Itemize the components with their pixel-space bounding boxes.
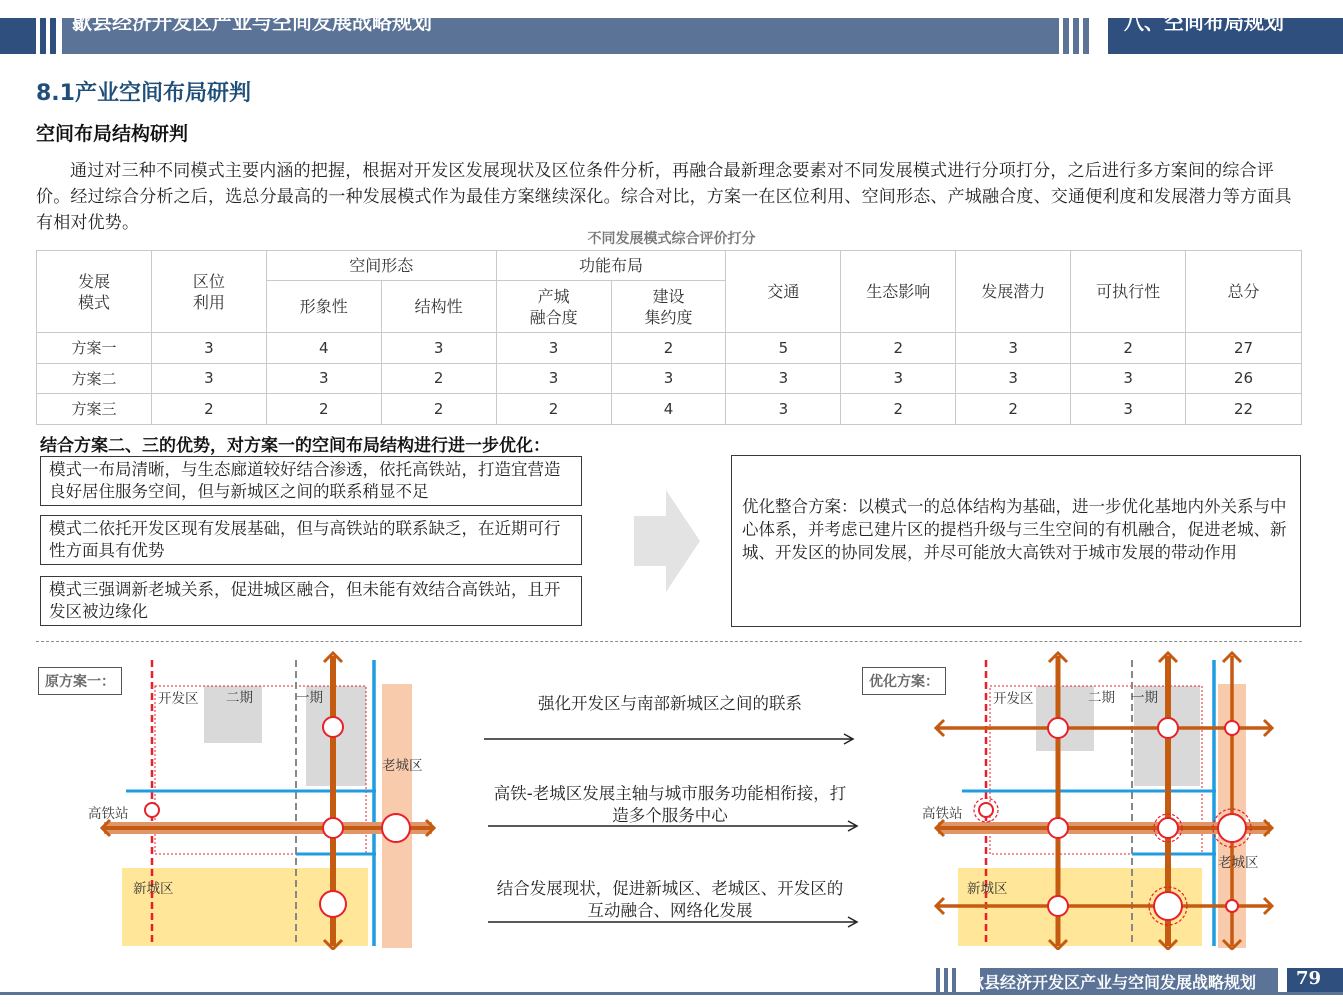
header-spatial-form: 空间形态 [266, 251, 496, 281]
phase1-label: 一期 [1131, 690, 1158, 706]
footer-title: 歙县经济开发区产业与空间发展战略规划 [968, 973, 1257, 992]
table-cell: 3 [496, 333, 611, 364]
footer-stripe [944, 968, 948, 992]
table-row [37, 333, 1302, 364]
original-plan-diagram [84, 650, 454, 950]
table-cell: 2 [496, 394, 611, 425]
table-cell: 2 [841, 333, 956, 364]
hsr-node [145, 803, 159, 817]
row-name: 方案二 [37, 363, 152, 394]
header-potential: 发展潜力 [956, 251, 1071, 333]
big-arrow-icon [630, 488, 702, 594]
table-cell: 3 [1071, 363, 1186, 394]
table-cell: 2 [611, 333, 726, 364]
hsr-label: 高铁站 [922, 806, 963, 822]
table-cell: 2 [841, 394, 956, 425]
table-cell: 3 [726, 363, 841, 394]
header-location: 区位 利用 [151, 251, 266, 333]
table-cell: 3 [611, 363, 726, 394]
service-node [1225, 721, 1239, 735]
new-city-label: 新城区 [133, 881, 174, 897]
dev-zone-label: 开发区 [158, 691, 199, 707]
mode-two-box: 模式二依托开发区现有发展基础，但与高铁站的联系缺乏，在近期可行性方面具有优势 [40, 515, 582, 565]
optimized-plan-box: 优化整合方案：以模式一的总体结构为基础，进一步优化基地内外关系与中心体系，并考虑已建片区的提档升级与三生空间的有机融合，促进老城、新城、开发区的协同发展，并尽可能放大高铁对于城市发展的带动作用 [731, 455, 1301, 627]
service-node [1218, 814, 1246, 842]
optimized-plan-tag: 优化方案： [862, 667, 946, 695]
service-node [1048, 718, 1068, 738]
table-cell: 3 [841, 363, 956, 394]
table-cell: 3 [266, 363, 381, 394]
row-name: 方案三 [37, 394, 152, 425]
mode-one-box: 模式一布局清晰，与生态廊道较好结合渗透，依托高铁站，打造宜营造良好居住服务空间，但与新城区之间的联系稍显不足 [40, 456, 582, 506]
service-node [323, 717, 343, 737]
header-feasibility: 可执行性 [1071, 251, 1186, 333]
header-mode: 发展 模式 [37, 251, 152, 333]
table-cell: 2 [381, 363, 496, 394]
arrow-text-1: 强化开发区与南部新城区之间的联系 [538, 694, 802, 713]
header-traffic: 交通 [726, 251, 841, 333]
table-row [37, 363, 1302, 394]
header-ecology: 生态影响 [841, 251, 956, 333]
table-cell: 2 [381, 394, 496, 425]
transform-arrows [480, 730, 862, 930]
header-stripe [50, 18, 56, 54]
header-stripe [40, 18, 46, 54]
section-title: 8.1产业空间布局研判 [36, 81, 251, 106]
service-node [1158, 818, 1178, 838]
row-name: 方案一 [37, 333, 152, 364]
old-city-label: 老城区 [382, 758, 423, 774]
header-total: 总分 [1186, 251, 1302, 333]
arrow-text-3: 结合发展现状，促进新城区、老城区、开发区的互动融合、网络化发展 [496, 879, 844, 920]
header-stripe [1073, 18, 1079, 54]
phase1-label: 一期 [296, 690, 323, 706]
hsr-label: 高铁站 [88, 806, 129, 822]
header-stripe [1063, 18, 1069, 54]
subsection-title: 空间布局结构研判 [36, 123, 189, 145]
evaluation-table [36, 250, 1302, 425]
phase2-label: 二期 [226, 690, 253, 706]
table-cell: 27 [1186, 333, 1302, 364]
service-node [1048, 896, 1068, 916]
table-row [37, 394, 1302, 425]
header-intensive: 建设 集约度 [611, 281, 726, 333]
page-number: 79 [1296, 968, 1322, 989]
table-cell: 3 [956, 333, 1071, 364]
table-cell: 3 [381, 333, 496, 364]
hsr-node [979, 803, 993, 817]
phase2-area [1036, 686, 1094, 751]
table-cell: 26 [1186, 363, 1302, 394]
service-node [320, 891, 346, 917]
footer-stripe [952, 968, 956, 992]
table-caption: 不同发展模式综合评价打分 [587, 231, 756, 247]
table-cell: 3 [956, 363, 1071, 394]
phase2-label: 二期 [1088, 690, 1115, 706]
header-function-layout: 功能布局 [496, 251, 726, 281]
footer-stripe [936, 968, 940, 992]
table-cell: 2 [151, 394, 266, 425]
header-integration: 产城 融合度 [496, 281, 611, 333]
service-node [1226, 900, 1238, 912]
service-node [1158, 718, 1178, 738]
section-divider [36, 641, 1302, 642]
table-cell: 5 [726, 333, 841, 364]
table-cell: 2 [266, 394, 381, 425]
header-stripe [1083, 18, 1089, 54]
service-node [323, 818, 343, 838]
table-cell: 4 [611, 394, 726, 425]
header-structure: 结构性 [381, 281, 496, 333]
table-cell: 4 [266, 333, 381, 364]
old-city-label: 老城区 [1218, 855, 1259, 871]
mode-three-box: 模式三强调新老城关系，促进城区融合，但未能有效结合高铁站，且开发区被边缘化 [40, 576, 582, 626]
service-node [1154, 892, 1182, 920]
table-cell: 3 [726, 394, 841, 425]
table-cell: 2 [956, 394, 1071, 425]
dev-zone-label: 开发区 [993, 691, 1034, 707]
service-node [1048, 818, 1068, 838]
arrow-text-2: 高铁-老城区发展主轴与城市服务功能相衔接，打造多个服务中心 [493, 784, 847, 825]
chapter-title: 八、空间布局规划 [1124, 10, 1284, 34]
optimization-heading: 结合方案二、三的优势，对方案一的空间布局结构进行进一步优化： [40, 436, 550, 456]
document-title: 歙县经济开发区产业与空间发展战略规划 [72, 10, 432, 34]
header-image: 形象性 [266, 281, 381, 333]
table-cell: 2 [1071, 333, 1186, 364]
table-cell: 3 [151, 333, 266, 364]
intro-paragraph: 通过对三种不同模式主要内涵的把握，根据对开发区发展现状及区位条件分析，再融合最新理念要素对不同发展模式进行分项打分，之后进行多方案间的综合评价。经过综合分析之后，选总分最高的一种发展模式作为最佳方案继续深化。综合对比，方案一在区位利用、空间形态、产城融合度、交通便利度和发展潜力等方面具有相对优势。 [36, 161, 1292, 233]
service-node [382, 814, 410, 842]
new-city-label: 新城区 [967, 881, 1008, 897]
header-stripe [0, 18, 36, 54]
table-cell: 3 [1071, 394, 1186, 425]
table-cell: 22 [1186, 394, 1302, 425]
original-plan-tag: 原方案一： [38, 667, 122, 695]
table-cell: 3 [496, 363, 611, 394]
table-cell: 3 [151, 363, 266, 394]
